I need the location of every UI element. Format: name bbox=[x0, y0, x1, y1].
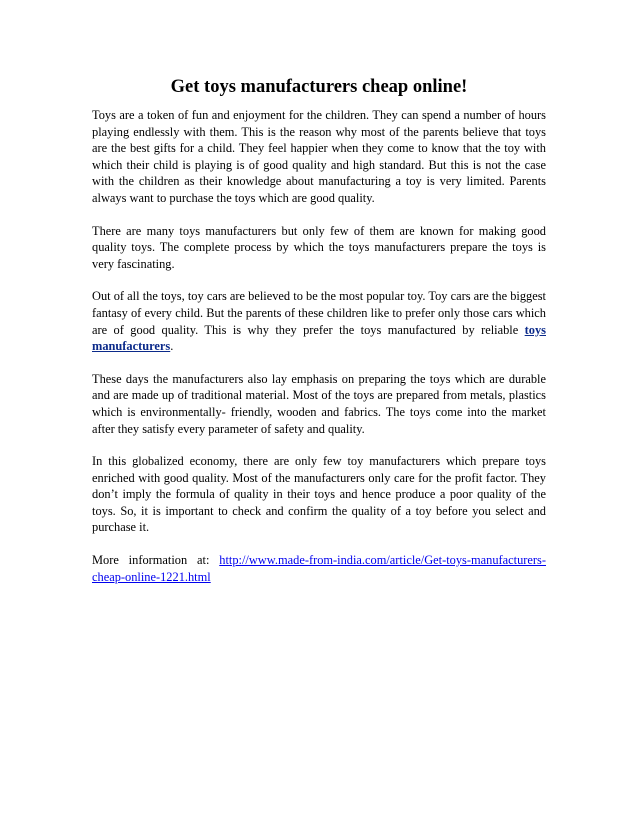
paragraph-5: In this globalized economy, there are only few toy manufacturers which prepare toys enriched with good quality. Most of the manufacturers only care for the profit factor. They don’t imply the formula of quality in their toys and hence produce a poor quality of the toys. So, it is important to check and confirm the quality of a toy before you select and purchase it. bbox=[92, 454, 546, 535]
paragraph-4: These days the manufacturers also lay emphasis on preparing the toys which are durable and are made up of traditional material. Most of the toys are prepared from metals, plastics which is environmentally- friendly, wooden and fabrics. The toys come into the market after they satisfy every parameter of safety and quality. bbox=[92, 371, 546, 436]
article-url-link[interactable]: http://www.made-from-india.com/article/Get-toys-manufacturers-cheap-online-1221.html bbox=[92, 553, 546, 584]
paragraph-3-end: . bbox=[170, 339, 174, 354]
paragraph-1: Toys are a token of fun and enjoyment for the children. They can spend a number of hours playing endlessly with them. This is the reason why most of the parents believe that toys are the best gifts for a child. They feel happier when they come to know that the toy with which their child is playing is of good quality and high standard. But this is not the case with the children as their knowledge about manufacturing a toy is very limited. Parents always want to purchase the toys which are good quality. bbox=[92, 108, 546, 205]
paragraph-3 bbox=[92, 288, 546, 354]
document-title: Get toys manufacturers cheap online! bbox=[170, 77, 468, 97]
paragraph-3-text: Out of all the toys, toy cars are believed to be the most popular toy. Toy cars are the biggest fantasy of every child. But the parents of these children like to prefer only those cars which are of good quality. This is why they prefer the toys manufactured by reliable bbox=[92, 289, 546, 337]
toys-manufacturers-link[interactable]: toys manufacturers bbox=[92, 322, 546, 354]
more-information bbox=[92, 552, 546, 585]
paragraph-2: There are many toys manufacturers but only few of them are known for making good quality toys. The complete process by which the toys manufacturers prepare the toys is very fascinating. bbox=[92, 223, 546, 271]
more-information-label: More information at: bbox=[92, 553, 220, 568]
